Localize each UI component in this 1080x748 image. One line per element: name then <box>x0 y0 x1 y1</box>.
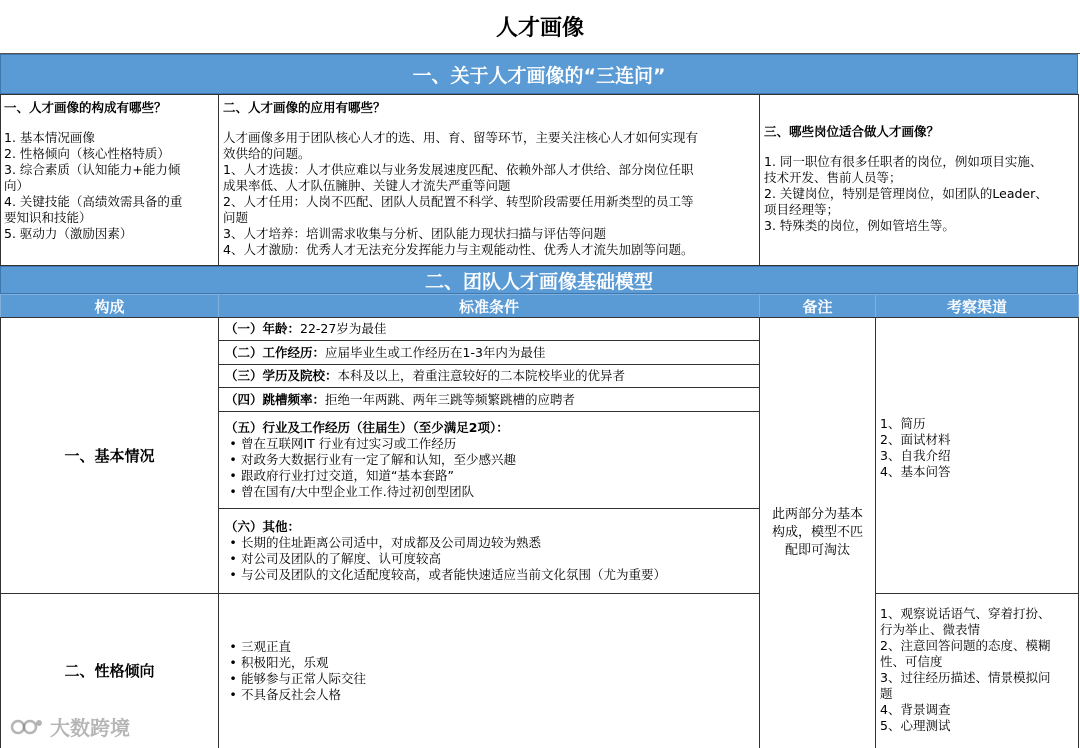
col2-line: 问题 <box>223 210 249 225</box>
col3-heading: 三、哪些岗位适合做人才画像？ <box>764 124 940 139</box>
channels-basic <box>875 317 1079 594</box>
col3-line: 2. 关键岗位，特别是管理岗位，如团队的Leader、 <box>764 186 1048 201</box>
col1-item: 向） <box>4 178 30 193</box>
channel-item: 4、背景调查 <box>880 702 951 717</box>
col2-line: 2、人才任用：人岗不匹配、团队人员配置不科学、转型阶段需要任用新类型的员工等 <box>223 194 694 209</box>
column-header: 考察渠道 <box>875 294 1079 318</box>
channel-item: 2、面试材料 <box>880 432 951 447</box>
watermark <box>10 712 130 741</box>
channel-item: 2、注意回答问题的态度、模糊 <box>880 638 1051 653</box>
channel-item: 行为举止、微表情 <box>880 622 981 637</box>
col1-item: 5. 驱动力（激励因素） <box>4 226 133 241</box>
column-header: 构成 <box>0 294 219 318</box>
channel-item: 性、可信度 <box>880 654 943 669</box>
industry-bullet: • 跟政府行业打过交道，知道“基本套路” <box>225 468 753 484</box>
channel-item: 3、自我介绍 <box>880 448 951 463</box>
condition-text: 拒绝一年两跳、两年三跳等频繁跳槽的应聘者 <box>325 392 576 407</box>
section1-col3 <box>759 94 1079 266</box>
col2-line: 效供给的问题。 <box>223 146 311 161</box>
condition-age <box>218 317 760 341</box>
section2-header: 二、团队人才画像基础模型 <box>0 266 1078 294</box>
watermark-text: 大数跨境 <box>50 716 130 740</box>
industry-bullet: • 曾在国有/大中型企业工作.待过初创型团队 <box>225 484 753 500</box>
col2-line: 3、人才培养：培训需求收集与分析、团队能力现状扫描与评估等问题 <box>223 226 606 241</box>
col1-item: 要知识和技能） <box>4 210 92 225</box>
remark-line: 构成，模型不匹 <box>771 525 863 540</box>
personality-conditions <box>218 593 760 748</box>
condition-text: 本科及以上，着重注意较好的二本院校毕业的优异者 <box>337 368 626 383</box>
col1-item: 4. 关键技能（高绩效需具备的重 <box>4 194 183 209</box>
section1-col1 <box>0 94 219 266</box>
condition-label: （三）学历及院校： <box>225 368 338 383</box>
col1-item: 1. 基本情况画像 <box>4 130 95 145</box>
personality-bullet: • 能够参与正常人际交往 <box>225 671 753 687</box>
col1-item: 2. 性格倾向（核心性格特质） <box>4 146 170 161</box>
column-header: 备注 <box>759 294 876 318</box>
condition-industry <box>218 411 760 509</box>
col3-line: 3. 特殊类的岗位，例如管培生等。 <box>764 218 955 233</box>
condition-education <box>218 364 760 388</box>
industry-bullet: • 对政务大数据行业有一定了解和认知，至少感兴趣 <box>225 452 753 468</box>
industry-heading: （五）行业及工作经历（往届生）（至少满足2项）： <box>225 420 509 435</box>
section1-header: 一、关于人才画像的“三连问” <box>0 54 1078 94</box>
industry-bullet: • 曾在互联网IT 行业有过实习或工作经历 <box>225 436 753 452</box>
remark-cell <box>759 317 876 748</box>
column-header: 标准条件 <box>218 294 760 318</box>
channel-item: 1、简历 <box>880 416 926 431</box>
col2-line: 1、人才选拔：人才供应难以与业务发展速度匹配、依赖外部人才供给、部分岗位任职 <box>223 162 694 177</box>
col2-line: 人才画像多用于团队核心人才的选、用、育、留等环节，主要关注核心人才如何实现有 <box>223 130 699 145</box>
other-bullet: • 长期的住址距离公司适中，对成都及公司周边较为熟悉 <box>225 535 753 551</box>
col3-line: 项目经理等； <box>764 202 840 217</box>
row-label-personality: 二、性格倾向 <box>0 593 219 748</box>
col3-line: 技术开发、售前人员等； <box>764 170 902 185</box>
col3-line: 1. 同一职位有很多任职者的岗位，例如项目实施、 <box>764 154 1043 169</box>
condition-work <box>218 340 760 365</box>
personality-bullet: • 三观正直 <box>225 639 753 655</box>
condition-label: （四）跳槽频率： <box>225 392 326 407</box>
row-label-basic: 一、基本情况 <box>0 317 219 594</box>
other-bullet: • 对公司及团队的了解度、认可度较高 <box>225 551 753 567</box>
condition-text: 22-27岁为最佳 <box>300 321 387 336</box>
remark-line: 配即可淘汰 <box>784 543 850 558</box>
channels-personality <box>875 593 1079 748</box>
condition-label: （一）年龄： <box>225 321 301 336</box>
col1-heading: 一、人才画像的构成有哪些？ <box>4 100 167 115</box>
page-title: 人才画像 <box>0 0 1080 54</box>
channel-item: 1、观察说话语气、穿着打扮、 <box>880 606 1051 621</box>
channel-item: 4、基本问答 <box>880 464 951 479</box>
col2-heading: 二、人才画像的应用有哪些？ <box>223 100 386 115</box>
personality-bullet: • 积极阳光，乐观 <box>225 655 753 671</box>
watermark-logo-icon <box>10 716 44 738</box>
condition-label: （二）工作经历： <box>225 345 326 360</box>
other-heading: （六）其他： <box>225 519 301 534</box>
channel-item: 3、过往经历描述、情景模拟问 <box>880 670 1051 685</box>
section1-col2 <box>218 94 760 266</box>
remark-line: 此两部分为基本 <box>771 507 863 522</box>
channel-item: 题 <box>880 686 893 701</box>
personality-bullet: • 不具备反社会人格 <box>225 687 753 703</box>
other-bullet: • 与公司及团队的文化适配度较高，或者能快速适应当前文化氛围（尤为重要） <box>225 567 753 583</box>
condition-text: 应届毕业生或工作经历在1-3年内为最佳 <box>325 345 546 360</box>
col2-line: 4、人才激励：优秀人才无法充分发挥能力与主观能动性、优秀人才流失加剧等问题。 <box>223 242 694 257</box>
col1-item: 3. 综合素质（认知能力+能力倾 <box>4 162 181 177</box>
condition-other <box>218 508 760 594</box>
col2-line: 成果率低、人才队伍臃肿、关键人才流失严重等问题 <box>223 178 511 193</box>
channel-item: 5、心理测试 <box>880 718 951 733</box>
condition-jobhop <box>218 387 760 412</box>
